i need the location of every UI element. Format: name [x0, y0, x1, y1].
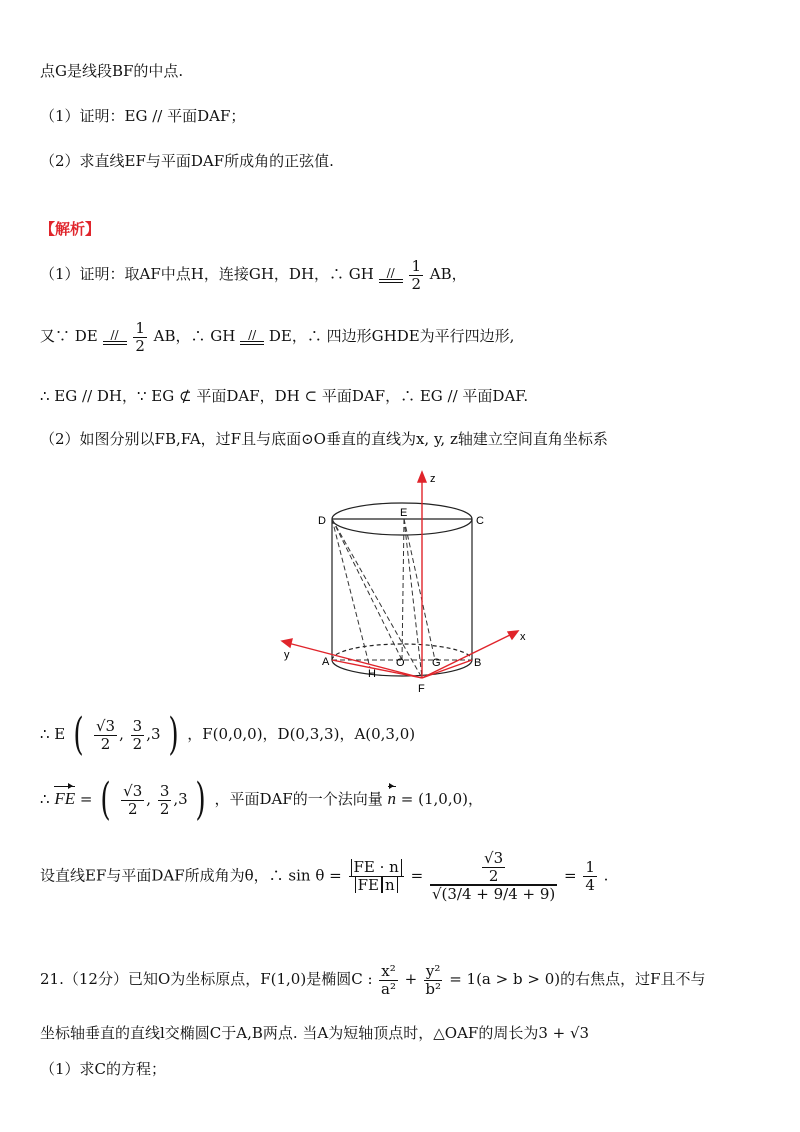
fraction-3-over-2: $\frac{3}{2}$ [159, 782, 170, 818]
fraction-dot-over-norms: $\frac{FE \cdot n}{\text{FE n}}$ [349, 859, 404, 893]
solution-heading: 【解析】 [40, 220, 101, 238]
question-21-line-1 [40, 963, 706, 997]
part-2-setup: （2）如图分别以FB,FA，过F且与底面⊙O垂直的直线为x, y, z轴建立空间直角坐标系 [40, 430, 608, 448]
label-E: E [400, 507, 408, 519]
proof-2-mid: AB，∴ GH [153, 327, 236, 345]
cylinder-figure [270, 468, 540, 698]
coord-z: 3 [150, 725, 161, 743]
vector-fe-line: ∴ FE = ( $\frac{√3}{2}$ , $\frac{3}{2}$ ,3 ) ，平面DAF的一个法向量 n = (1,0,0)， [40, 774, 483, 825]
parallel-equal-sign: // [240, 329, 264, 345]
coordinates-line: ∴ E ( $\frac{√3}{2}$ , $\frac{3}{2}$ ,3 ) ，F(0,0,0)，D(0,3,3)，A(0,3,0) [40, 709, 416, 760]
normal-vector-value: = (1,0,0)， [400, 790, 483, 808]
proof-2-tail: DE，∴ 四边形GHDE为平行四边形, [268, 327, 515, 345]
label-F: F [418, 683, 425, 695]
label-H: H [368, 668, 376, 680]
coords-start: ∴ E [40, 725, 66, 743]
vector-z: 3 [178, 790, 188, 808]
label-x: x [520, 631, 526, 643]
fraction-one-quarter: $\frac{1}{4}$ [585, 858, 595, 894]
label-y: y [284, 649, 290, 661]
q21-text: 21.（12分）已知O为坐标原点，F(1,0)是椭圆C : [40, 970, 373, 988]
period: . [603, 866, 609, 885]
fraction-substituted: $\frac{\frac{√3}{2}}{√(3/4 + 9/4 + 9)}$ [431, 849, 556, 903]
proof-1-text: （1）证明：取AF中点H，连接GH，DH，∴ GH [40, 265, 374, 283]
plus-sign: + [404, 970, 418, 988]
question-21-line-2: 坐标轴垂直的直线l交椭圆C于A,B两点. 当A为短轴顶点时，△OAF的周长为3 + √3 [40, 1024, 590, 1042]
label-B: B [474, 657, 482, 669]
parallel-equal-sign: // [379, 267, 403, 283]
coords-tail: ，F(0,0,0)，D(0,3,3)，A(0,3,0) [187, 725, 416, 743]
fraction-x2-a2: $\frac{\text{x²}}{\text{a²}}$ [381, 962, 397, 998]
question-21-part-1: （1）求C的方程； [40, 1060, 167, 1078]
label-D: D [318, 515, 326, 527]
label-G: G [432, 657, 441, 669]
normal-vector-text: ，平面DAF的一个法向量 [214, 790, 383, 808]
fraction-half: $\frac{1}{2}$ [411, 257, 421, 293]
dashed-lines [332, 519, 472, 678]
label-z: z [430, 473, 436, 485]
statement-part-1: （1）证明：EG // 平面DAF； [40, 107, 246, 125]
vector-fe: FE [54, 789, 76, 808]
fraction-half: $\frac{1}{2}$ [135, 319, 145, 355]
vector-n: n [387, 789, 396, 808]
statement-line-1: 点G是线段BF的中点. [40, 62, 184, 80]
label-C: C [476, 515, 484, 527]
fraction-sqrt3-over-2: $\frac{√3}{2}$ [123, 782, 143, 818]
proof-2-start: 又∵ DE [40, 327, 98, 345]
angle-text: 设直线EF与平面DAF所成角为θ，∴ sin θ = [40, 866, 342, 885]
fraction-3-over-2: $\frac{3}{2}$ [132, 717, 143, 753]
parallel-equal-sign: // [103, 329, 127, 345]
proof-1-tail: AB， [429, 265, 467, 283]
proof-line-3: ∴ EG // DH，∵ EG ⊄ 平面DAF，DH ⊂ 平面DAF，∴ EG // 平面DAF. [40, 387, 529, 405]
statement-part-2: （2）求直线EF与平面DAF所成角的正弦值. [40, 152, 334, 170]
q21-mid: = 1(a > b > 0)的右焦点，过F且不与 [449, 970, 706, 988]
therefore-symbol: ∴ [40, 790, 50, 808]
sine-angle-line: 设直线EF与平面DAF所成角为θ，∴ sin θ = $\frac{FE \cdot n}{\text{FE n}}$ = $\frac{\frac{√3}{2}}{√(3/4 + 9/4 + 9)}$ = $\frac{1}{4}$ . [40, 849, 609, 903]
label-A: A [322, 656, 330, 668]
fraction-y2-b2: $\frac{\text{y²}}{\text{b²}}$ [425, 962, 441, 998]
label-O: O [396, 657, 405, 669]
proof-line-1 [40, 258, 467, 292]
proof-line-2 [40, 320, 514, 354]
fraction-sqrt3-over-2: $\frac{√3}{2}$ [96, 717, 116, 753]
